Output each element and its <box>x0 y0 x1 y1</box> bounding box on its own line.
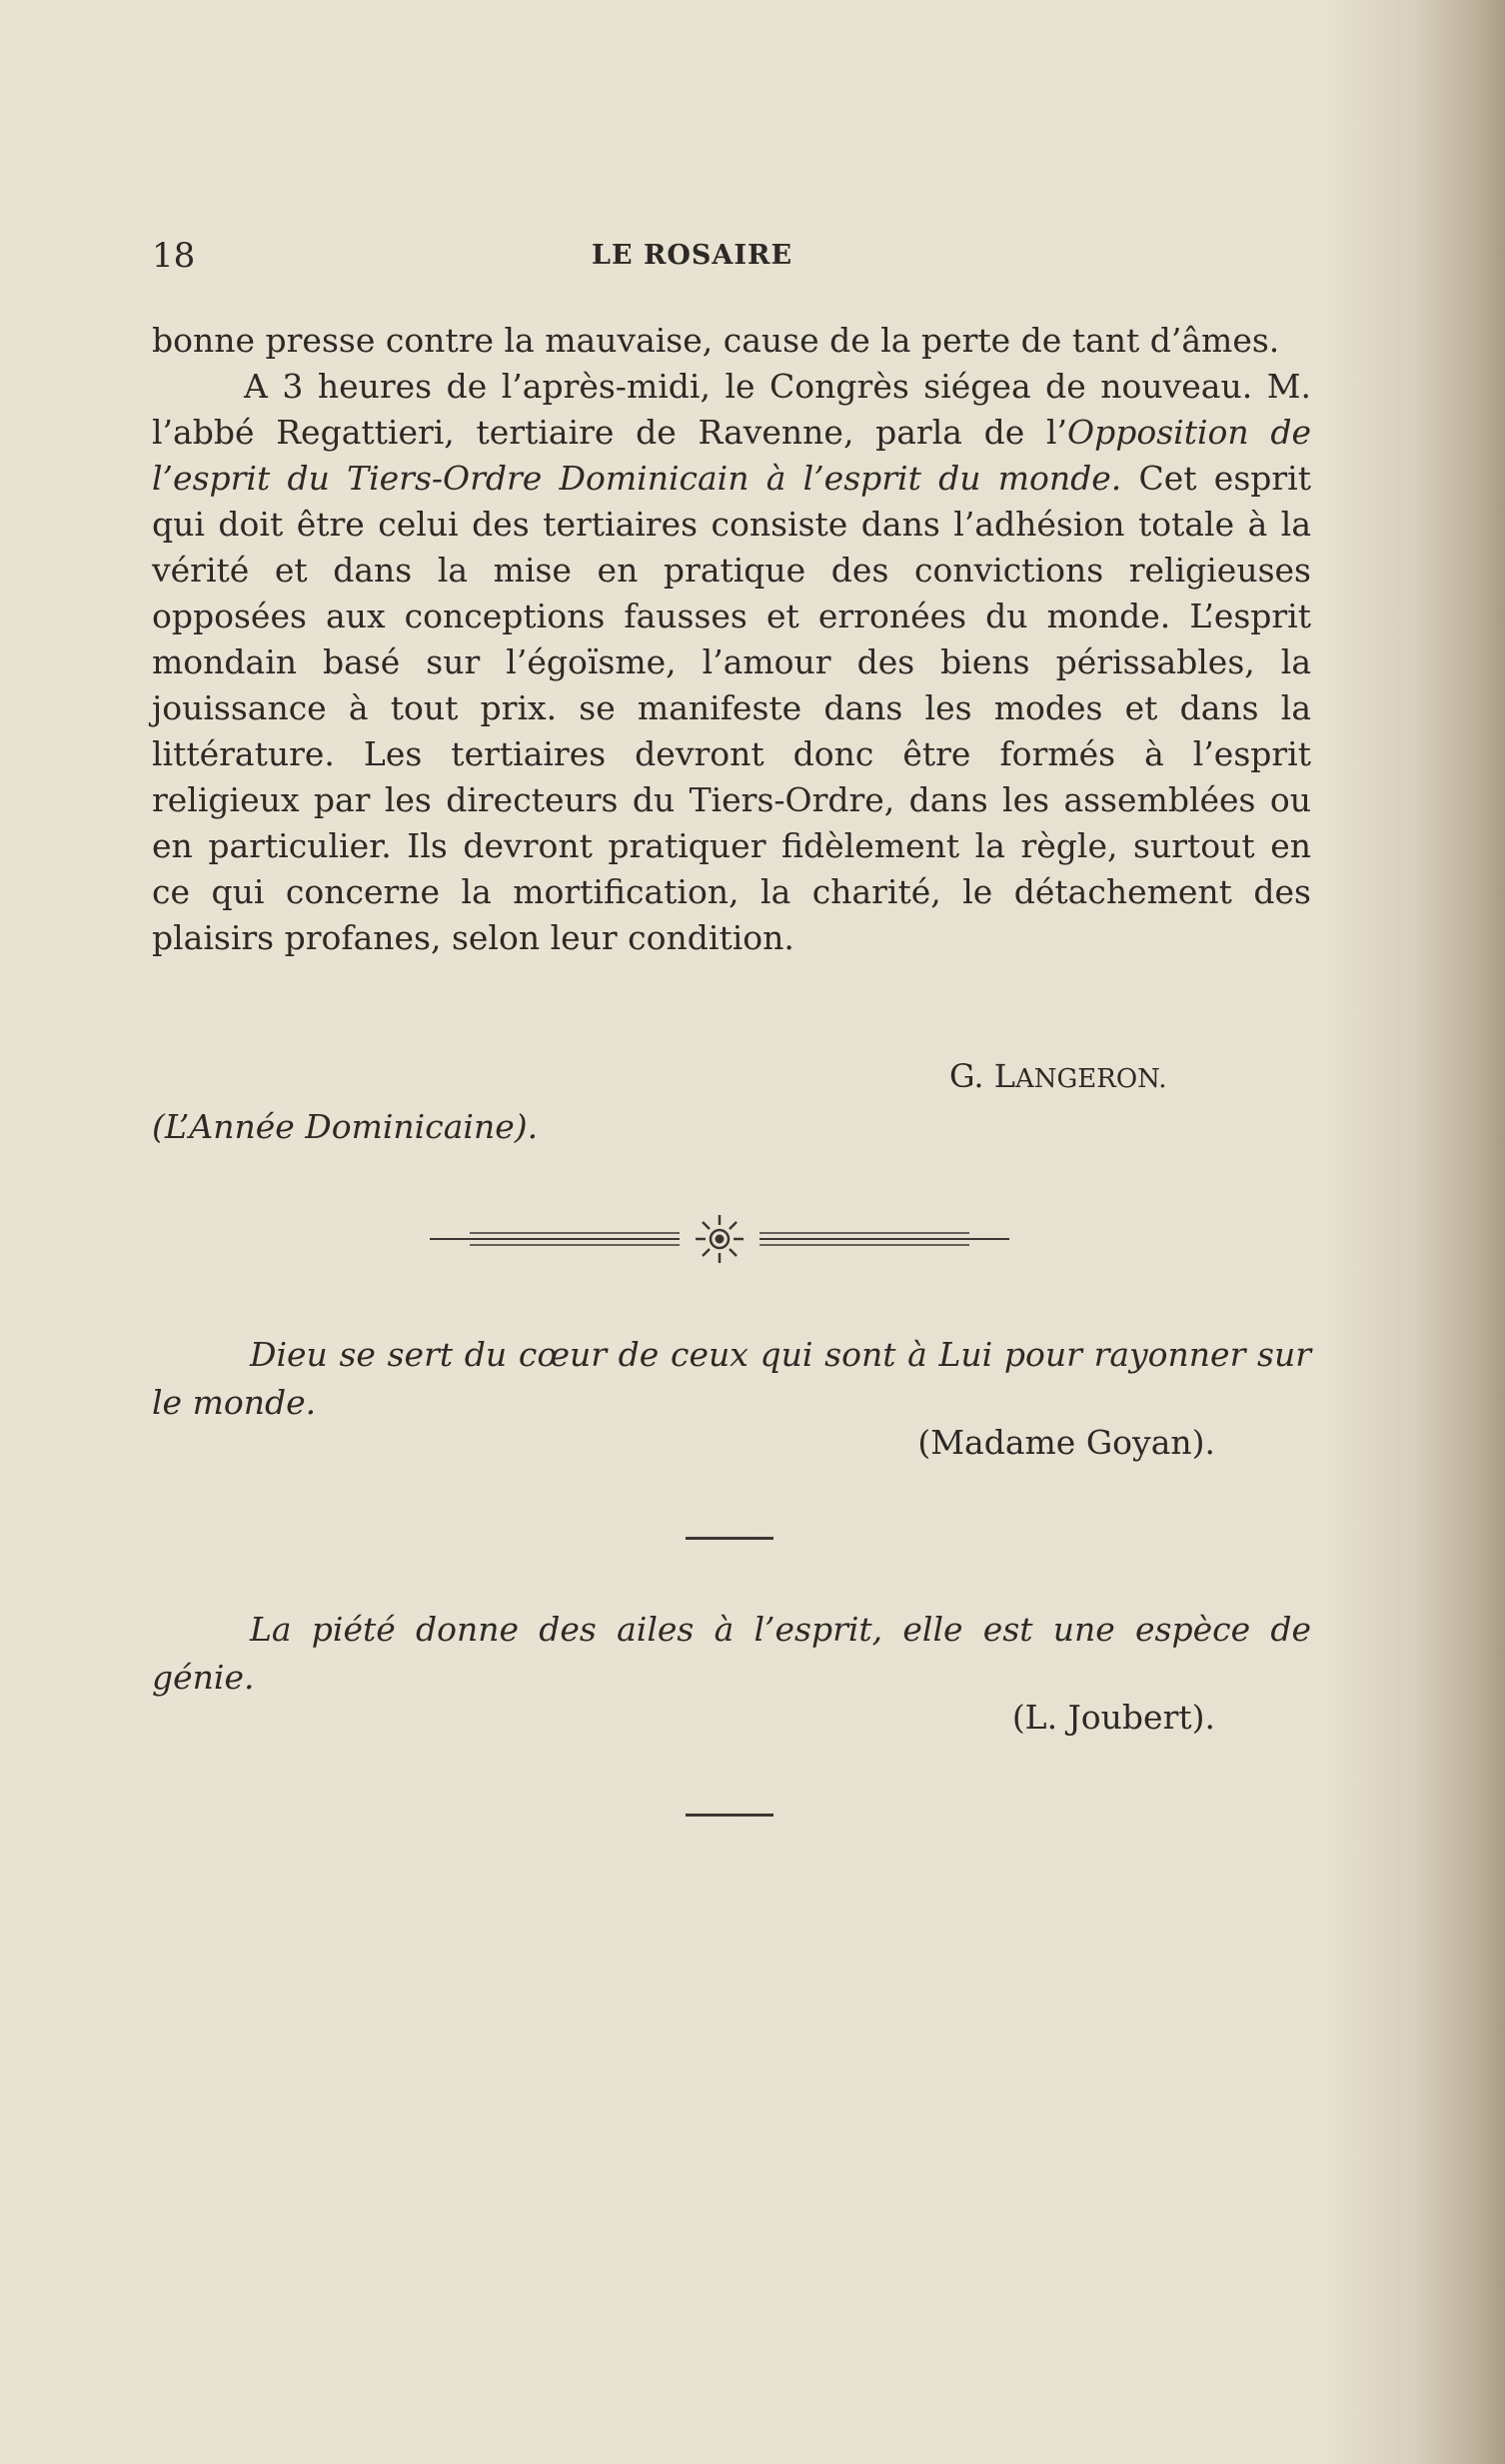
sun-star-ornament-icon <box>430 1211 1009 1267</box>
section-divider <box>686 1537 773 1540</box>
author-signature <box>949 1057 1167 1095</box>
paragraph-2-start: A 3 heures de l’après-midi, le Congrès siégea de nouveau. M. l’abbé Regattieri, tertiaire de Ravenne, parla de l’ <box>152 367 1311 452</box>
signature-initial: G. L <box>949 1057 1016 1095</box>
quote-author: (Madame Goyan). <box>917 1423 1215 1462</box>
signature-rest: ANGERON. <box>1015 1064 1167 1094</box>
quote-block <box>152 1331 1311 1462</box>
paragraph-2 <box>152 364 1311 961</box>
paragraph-1: bonne presse contre la mauvaise, cause de la perte de tant d’âmes. <box>152 321 1280 360</box>
quote-author: (L. Joubert). <box>1011 1698 1215 1737</box>
source-citation: (L’Année Dominicaine). <box>152 1107 539 1146</box>
paragraph-2-title: Opposition de l’esprit du Tiers-Ordre Dominicain à l’esprit du monde. <box>152 413 1311 498</box>
running-title: LE ROSAIRE <box>592 240 793 271</box>
quote-text: Dieu se sert du cœur de ceux qui sont à Lui pour rayonner sur le monde. <box>152 1335 1311 1422</box>
section-divider <box>686 1814 773 1817</box>
paragraph-2-rest: Cet esprit qui doit être celui des tertiaires consiste dans l’adhésion totale à la vérité et dans la mise en pratique des convictions religieuses opposées aux conceptions fausses et erronées du monde. L’esprit mondain basé sur l’égoïsme, l’amour des biens périssables, la jouissance à tout prix. se manifeste dans les modes et dans la littérature. Les tertiaires devront donc être formés à l’esprit religieux par les directeurs du Tiers-Ordre, dans les assemblées ou en particulier. Ils devront pratiquer fidèlement la règle, surtout en ce qui concerne la mortification, la charité, le détachement des plaisirs profanes, selon leur condition. <box>152 459 1311 957</box>
quote-block <box>152 1606 1311 1737</box>
quote-text: La piété donne des ailes à l’esprit, elle est une espèce de génie. <box>152 1610 1311 1697</box>
page-header <box>152 236 1311 292</box>
page-number: 18 <box>152 236 196 276</box>
article-body <box>152 318 1311 961</box>
